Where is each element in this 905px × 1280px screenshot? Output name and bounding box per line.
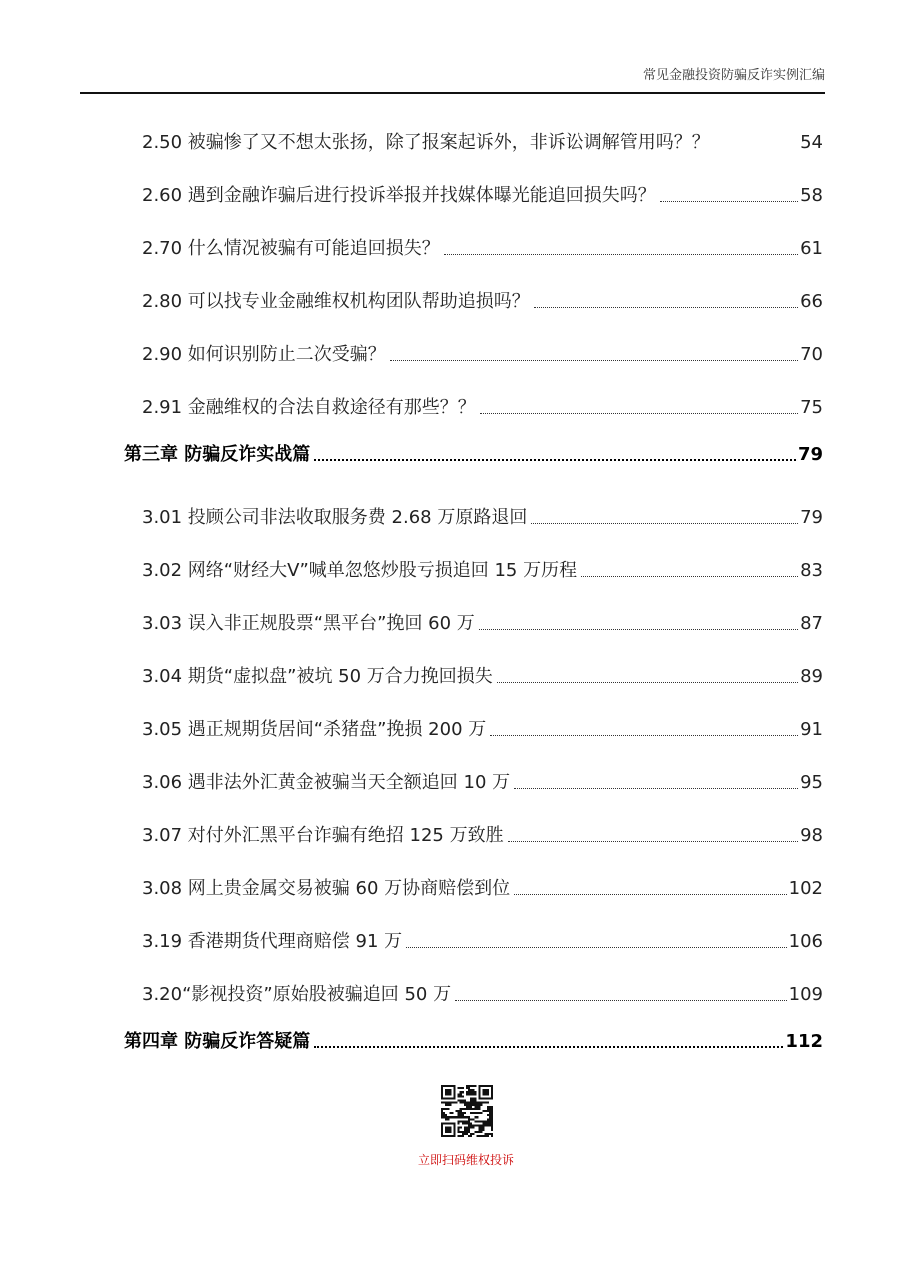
toc-entry-title: 3.07 对付外汇黑平台诈骗有绝招 125 万致胜 (142, 825, 504, 846)
toc-dot-leader (390, 360, 798, 361)
toc-page-number: 106 (788, 931, 823, 952)
toc-entry[interactable] (142, 821, 823, 847)
toc-dot-leader (531, 523, 798, 524)
toc-entry-title: 第三章 防骗反诈实战篇 (124, 444, 311, 465)
toc-entry[interactable] (142, 393, 823, 419)
toc-page-number: 109 (788, 984, 823, 1005)
toc-entry-title: 3.19 香港期货代理商赔偿 91 万 (142, 931, 403, 952)
toc-dot-leader (581, 576, 798, 577)
toc-dot-leader (444, 254, 798, 255)
toc-entry[interactable] (142, 980, 823, 1006)
toc-entry-title: 3.04 期货“虚拟盘”被坑 50 万合力挽回损失 (142, 666, 493, 687)
toc-chapter-entry[interactable] (124, 440, 823, 466)
toc-entry-title: 2.50 被骗惨了又不想太张扬，除了报案起诉外，非诉讼调解管用吗？？ (142, 132, 710, 153)
toc-entry-title: 3.05 遇正规期货居间“杀猪盘”挽损 200 万 (142, 719, 487, 740)
toc-entry-title: 3.06 遇非法外汇黄金被骗当天全额追回 10 万 (142, 772, 511, 793)
toc-entry[interactable] (142, 234, 823, 260)
toc-page-number: 61 (800, 238, 823, 259)
toc-dot-leader (314, 1046, 783, 1048)
toc-dot-leader (660, 201, 798, 202)
toc-entry[interactable] (142, 128, 823, 154)
toc-page-number: 95 (800, 772, 823, 793)
toc-dot-leader (314, 459, 796, 461)
toc-dot-leader (508, 841, 798, 842)
toc-page-number: 83 (800, 560, 823, 581)
toc-page-number: 79 (800, 507, 823, 528)
toc-dot-leader (455, 1000, 787, 1001)
toc-entry-title: 3.08 网上贵金属交易被骗 60 万协商赔偿到位 (142, 878, 511, 899)
toc-entry-title: 2.90 如何识别防止二次受骗？ (142, 344, 386, 365)
toc-entry-title: 2.60 遇到金融诈骗后进行投诉举报并找媒体曝光能追回损失吗？ (142, 185, 656, 206)
toc-entry[interactable] (142, 662, 823, 688)
toc-entry[interactable] (142, 874, 823, 900)
toc-entry-title: 3.03 误入非正规股票“黑平台”挽回 60 万 (142, 613, 475, 634)
toc-page-number: 75 (800, 397, 823, 418)
toc-entry-title: 2.70 什么情况被骗有可能追回损失？ (142, 238, 440, 259)
toc-chapter-entry[interactable] (124, 1027, 823, 1053)
toc-page-number: 98 (800, 825, 823, 846)
toc-page-number: 87 (800, 613, 823, 634)
toc-dot-leader (480, 413, 798, 414)
toc-entry-title: 3.02 网络“财经大V”喊单忽悠炒股亏损追回 15 万历程 (142, 560, 578, 581)
toc-page-number: 79 (797, 444, 823, 465)
toc-entry-title: 第四章 防骗反诈答疑篇 (124, 1031, 311, 1052)
toc-dot-leader (497, 682, 798, 683)
toc-page-number: 112 (785, 1031, 823, 1052)
toc-entry-title: 2.91 金融维权的合法自救途径有那些？？ (142, 397, 476, 418)
toc-entry[interactable] (142, 181, 823, 207)
toc-dot-leader (514, 894, 786, 895)
toc-dot-leader (534, 307, 798, 308)
toc-page-number: 58 (800, 185, 823, 206)
toc-entry[interactable] (142, 556, 823, 582)
toc-entry[interactable] (142, 503, 823, 529)
toc-entry-title: 3.20“影视投资”原始股被骗追回 50 万 (142, 984, 452, 1005)
running-header: 常见金融投资防骗反诈实例汇编 (642, 68, 825, 83)
toc-page-number: 70 (800, 344, 823, 365)
toc-page-number: 102 (788, 878, 823, 899)
qr-code-icon[interactable] (441, 1085, 493, 1137)
toc-page-number: 91 (800, 719, 823, 740)
toc-page-number: 66 (800, 291, 823, 312)
toc-entry-title: 3.01 投顾公司非法收取服务费 2.68 万原路退回 (142, 507, 528, 528)
toc-dot-leader (490, 735, 798, 736)
toc-entry[interactable] (142, 715, 823, 741)
toc-entry[interactable] (142, 609, 823, 635)
toc-page-number: 54 (800, 132, 823, 153)
toc-entry[interactable] (142, 927, 823, 953)
toc-entry[interactable] (142, 287, 823, 313)
toc-entry[interactable] (142, 340, 823, 366)
toc-entry-title: 2.80 可以找专业金融维权机构团队帮助追损吗？ (142, 291, 530, 312)
toc-dot-leader (514, 788, 798, 789)
toc-entry[interactable] (142, 768, 823, 794)
toc-dot-leader (406, 947, 786, 948)
toc-dot-leader (479, 629, 798, 630)
qr-caption: 立即扫码维权投诉 (417, 1153, 514, 1167)
toc-page-number: 89 (800, 666, 823, 687)
